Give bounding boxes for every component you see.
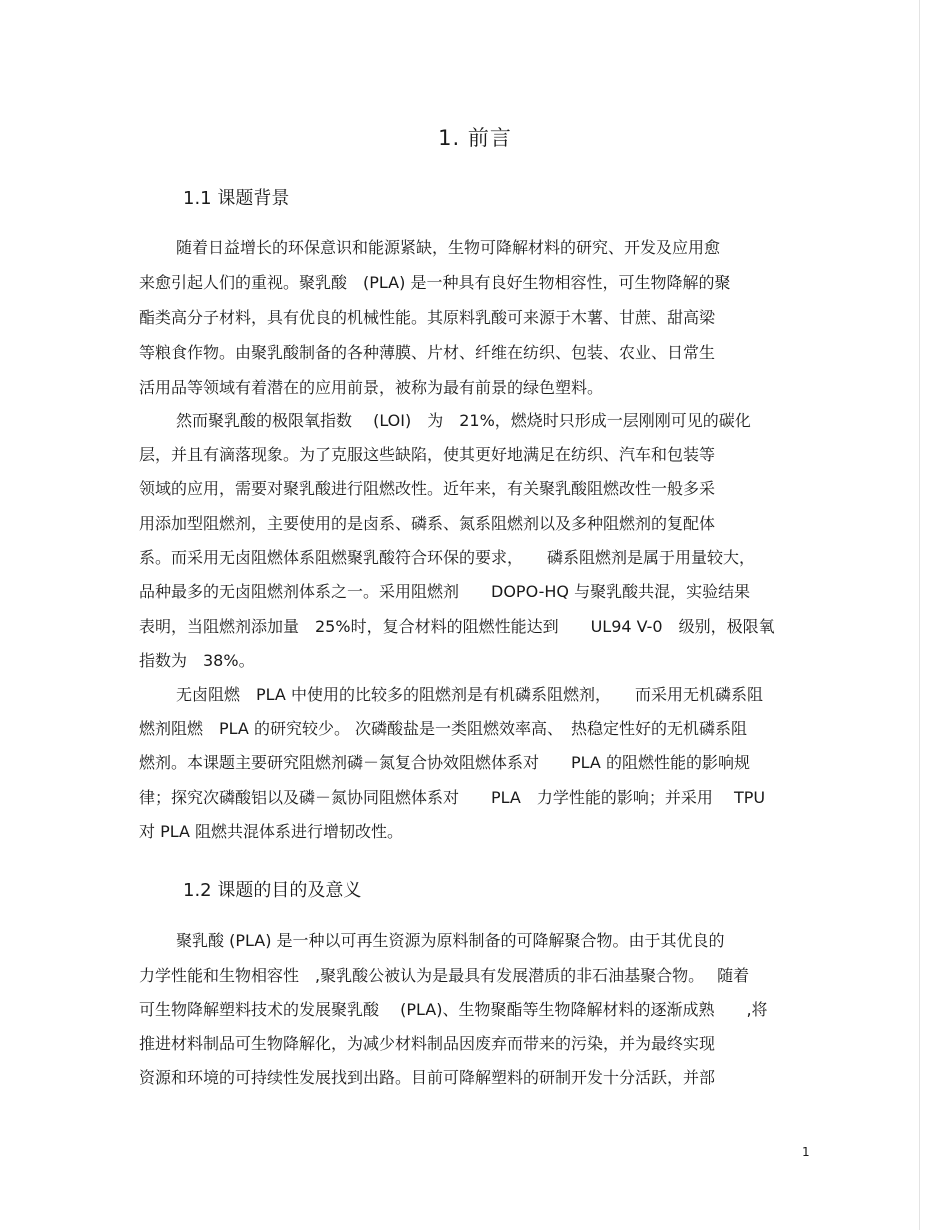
page-number: 1	[802, 1145, 810, 1159]
paragraph-line: 领域的应用，需要对聚乳酸进行阻燃改性。近年来，有关聚乳酸阻燃改性一般多采	[139, 479, 716, 498]
paragraph-line: 酯类高分子材料，具有优良的机械性能。其原料乳酸可来源于木薯、甘蔗、甜高梁	[139, 308, 716, 327]
paragraph-line: 品种最多的无卤阻燃剂体系之一。采用阻燃剂 DOPO-HQ 与聚乳酸共混，实验结果	[139, 582, 751, 601]
chapter-title: 1. 前言	[438, 126, 512, 150]
paragraph-line: 随着日益增长的环保意识和能源紧缺，生物可降解材料的研究、开发及应用愈	[176, 238, 721, 257]
paragraph-line: 表明，当阻燃剂添加量 25%时，复合材料的阻燃性能达到 UL94 V-0 级别，极限氧	[139, 617, 775, 636]
paragraph-line: 活用品等领域有着潜在的应用前景，被称为最有前景的绿色塑料。	[139, 378, 604, 397]
section-heading-1-1: 1.1 课题背景	[183, 188, 290, 209]
paragraph-line: 层，并且有滴落现象。为了克服这些缺陷，使其更好地满足在纺织、汽车和包装等	[139, 445, 716, 464]
paragraph-line: 对 PLA 阻燃共混体系进行增韧改性。	[139, 822, 404, 841]
paragraph-line: 可生物降解塑料技术的发展聚乳酸 (PLA)、生物聚酯等生物降解材料的逐渐成熟 ,将	[139, 1000, 768, 1019]
paragraph-line: 用添加型阻燃剂，主要使用的是卤系、磷系、氮系阻燃剂以及多种阻燃剂的复配体	[139, 514, 716, 533]
paragraph-line: 燃剂。本课题主要研究阻燃剂磷－氮复合协效阻燃体系对 PLA 的阻燃性能的影响规	[139, 753, 750, 772]
paragraph-line: 指数为 38%。	[139, 651, 255, 670]
paragraph-line: 等粮食作物。由聚乳酸制备的各种薄膜、片材、纤维在纺织、包装、农业、日常生	[139, 343, 716, 362]
paragraph-line: 律；探究次磷酸铝以及磷－氮协同阻燃体系对 PLA 力学性能的影响；并采用 TPU	[139, 788, 766, 807]
paragraph-line: 然而聚乳酸的极限氧指数 (LOI) 为 21%，燃烧时只形成一层刚刚可见的碳化	[176, 411, 751, 430]
paragraph-line: 资源和环境的可持续性发展找到出路。目前可降解塑料的研制开发十分活跃，并部	[139, 1068, 716, 1087]
paragraph-line: 系。而采用无卤阻燃体系阻燃聚乳酸符合环保的要求， 磷系阻燃剂是属于用量较大，	[139, 548, 756, 567]
paragraph-line: 燃剂阻燃 PLA 的研究较少。 次磷酸盐是一类阻燃效率高、 热稳定性好的无机磷系阻	[139, 719, 748, 738]
paragraph-line: 推进材料制品可生物降解化，为减少材料制品因废弃而带来的污染，并为最终实现	[139, 1034, 716, 1053]
paragraph-line: 聚乳酸 (PLA) 是一种以可再生资源为原料制备的可降解聚合物。由于其优良的	[176, 931, 725, 950]
paragraph-line: 力学性能和生物相容性 ,聚乳酸公被认为是最具有发展潜质的非石油基聚合物。 随着	[139, 966, 750, 985]
page-edge-divider	[919, 0, 920, 1230]
section-heading-1-2: 1.2 课题的目的及意义	[183, 880, 362, 901]
paragraph-line: 无卤阻燃 PLA 中使用的比较多的阻燃剂是有机磷系阻燃剂， 而采用无机磷系阻	[176, 685, 763, 704]
paragraph-line: 来愈引起人们的重视。聚乳酸 (PLA) 是一种具有良好生物相容性，可生物降解的聚	[139, 273, 731, 292]
